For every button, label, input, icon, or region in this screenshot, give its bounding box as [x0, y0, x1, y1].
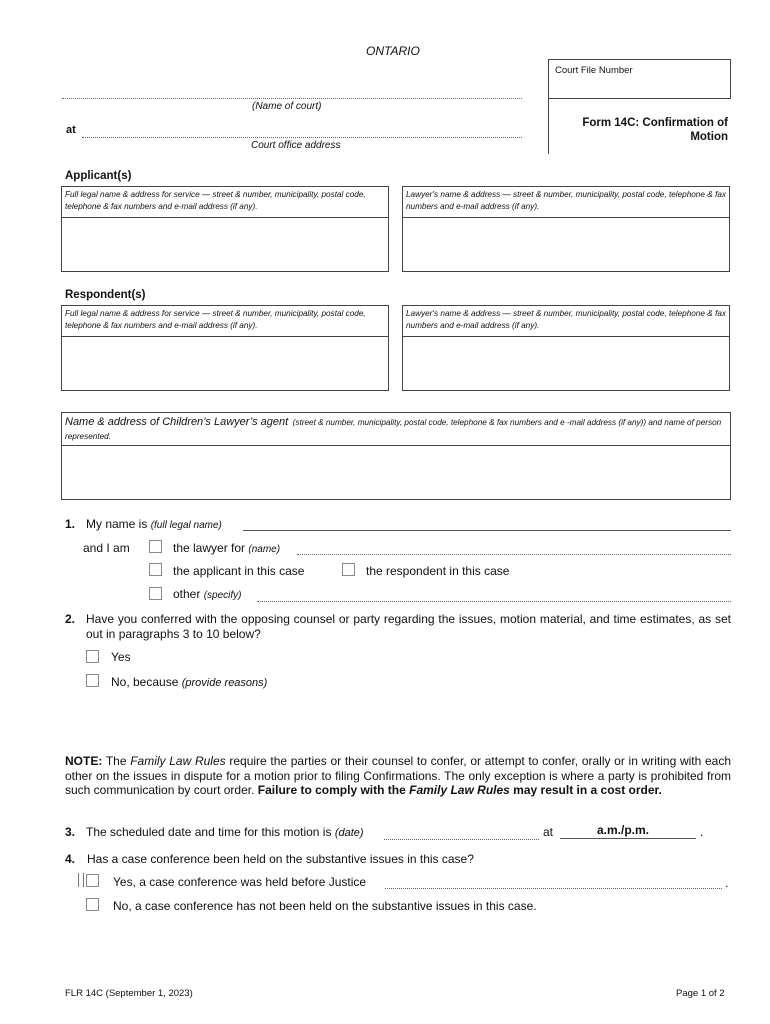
- other-option-text: [173, 587, 242, 601]
- q4-text: Has a case conference been held on the substantive issues in this case?: [87, 852, 474, 866]
- childrens-lawyer-detail: (street & number, municipality, postal code, telephone & fax numbers and e -mail address (if any)) and name of person represented.: [65, 418, 722, 441]
- q4-no-label: No, a case conference has not been held on the substantive issues in this case.: [113, 899, 537, 913]
- respondent-lawyer-label: Lawyer's name & address — street & number, municipality, postal code, telephone & fax numbers and e-mail address (if any).: [403, 306, 729, 337]
- lawyer-for-label: the lawyer for: [173, 541, 246, 555]
- applicant-party-label: Full legal name & address for service — street & number, municipality, postal code, telephone & fax numbers and e-mail address (if any).: [62, 187, 388, 218]
- title-divider: [548, 99, 549, 154]
- q2-no-label: No, because: [111, 675, 179, 689]
- q2-yes-label: Yes: [111, 650, 131, 664]
- at-label: at: [66, 124, 76, 136]
- childrens-lawyer-box[interactable]: [61, 412, 731, 500]
- q4-period: .: [725, 876, 729, 890]
- q4-yes-label: Yes, a case conference was held before Justice: [113, 875, 367, 889]
- lawyer-for-name-field[interactable]: [297, 544, 731, 555]
- q3-at-label: at: [543, 825, 554, 839]
- form-title-line-1: Form 14C: Confirmation of: [582, 117, 728, 129]
- q3-text: [86, 825, 364, 839]
- note-rules-2: Family Law Rules: [409, 783, 510, 797]
- cursor-icon: [78, 873, 84, 887]
- q1-text: [86, 517, 222, 531]
- q2-no-hint: (provide reasons): [181, 677, 268, 689]
- q3-period: .: [700, 825, 704, 839]
- lawyer-for-hint: (name): [248, 544, 281, 555]
- applicant-checkbox[interactable]: [149, 563, 162, 576]
- note-bold-2: may result in a cost order.: [513, 783, 662, 797]
- form-title-line-2: Motion: [690, 131, 728, 143]
- note-text-2: require the parties or their counsel to confer, or attempt to confer, orally or in writing with each other on the issues in dispute for a motion prior to filing Confirmations. The only exception is where a party is prohibited from such communication by court order.: [65, 754, 731, 797]
- q2-no-text: [111, 675, 267, 689]
- lawyer-for-checkbox[interactable]: [149, 540, 162, 553]
- form-id: FLR 14C (September 1, 2023): [65, 988, 193, 999]
- q2-yes-checkbox[interactable]: [86, 650, 99, 663]
- form-title: [556, 116, 728, 144]
- note-rules-1: Family Law Rules: [130, 754, 226, 768]
- page-number: Page 1 of 2: [676, 988, 725, 999]
- respondents-heading: Respondent(s): [65, 289, 146, 301]
- justice-name-field[interactable]: [385, 878, 722, 889]
- motion-date-field[interactable]: [384, 829, 539, 840]
- applicant-lawyer-box[interactable]: [402, 186, 730, 272]
- note-text-1: The: [105, 754, 127, 768]
- lawyer-for-text: [173, 541, 280, 555]
- province-heading: ONTARIO: [366, 44, 420, 58]
- q1-number: 1.: [65, 517, 76, 531]
- ampm-label: a.m./p.m.: [597, 823, 650, 837]
- applicant-option-label: the applicant in this case: [173, 564, 305, 578]
- note-paragraph: [65, 754, 731, 798]
- q1-label: My name is: [86, 517, 148, 531]
- q1-hint: (full legal name): [150, 520, 222, 531]
- court-office-address-field[interactable]: [82, 127, 522, 138]
- q2-number: 2.: [65, 612, 76, 626]
- respondent-option-label: the respondent in this case: [366, 564, 510, 578]
- name-of-court-field[interactable]: [62, 88, 522, 99]
- court-file-number-label: Court File Number: [555, 65, 633, 76]
- q2-text: Have you conferred with the opposing counsel or party regarding the issues, motion material, and time estimates, as set out in paragraphs 3 to 10 below?: [86, 612, 731, 641]
- q4-no-checkbox[interactable]: [86, 898, 99, 911]
- q3-label: The scheduled date and time for this motion is: [86, 825, 332, 839]
- applicants-heading: Applicant(s): [65, 170, 132, 182]
- respondent-party-label: Full legal name & address for service — street & number, municipality, postal code, telephone & fax numbers and e-mail address (if any).: [62, 306, 388, 337]
- other-hint: (specify): [203, 590, 242, 601]
- court-file-number-box[interactable]: [548, 59, 731, 99]
- respondent-lawyer-box[interactable]: [402, 305, 730, 391]
- full-legal-name-field[interactable]: [243, 519, 731, 531]
- name-of-court-label: (Name of court): [252, 101, 322, 112]
- childrens-lawyer-label: Name & address of Children’s Lawyer’s agent: [65, 416, 289, 428]
- q2-no-checkbox[interactable]: [86, 674, 99, 687]
- other-checkbox[interactable]: [149, 587, 162, 600]
- applicant-party-box[interactable]: [61, 186, 389, 272]
- q4-yes-checkbox[interactable]: [86, 874, 99, 887]
- respondent-checkbox[interactable]: [342, 563, 355, 576]
- other-specify-field[interactable]: [257, 591, 731, 602]
- q3-hint: (date): [334, 827, 364, 839]
- note-label: NOTE:: [65, 754, 103, 768]
- note-bold-1: Failure to comply with the: [257, 783, 406, 797]
- q4-number: 4.: [65, 852, 76, 866]
- childrens-lawyer-header: [62, 413, 730, 446]
- other-option-label: other: [173, 587, 201, 601]
- court-office-address-label: Court office address: [251, 140, 341, 151]
- and-i-am-label: and I am: [83, 541, 130, 555]
- applicant-lawyer-label: Lawyer's name & address — street & number, municipality, postal code, telephone & fax numbers and e-mail address (if any).: [403, 187, 729, 218]
- respondent-party-box[interactable]: [61, 305, 389, 391]
- q3-number: 3.: [65, 825, 76, 839]
